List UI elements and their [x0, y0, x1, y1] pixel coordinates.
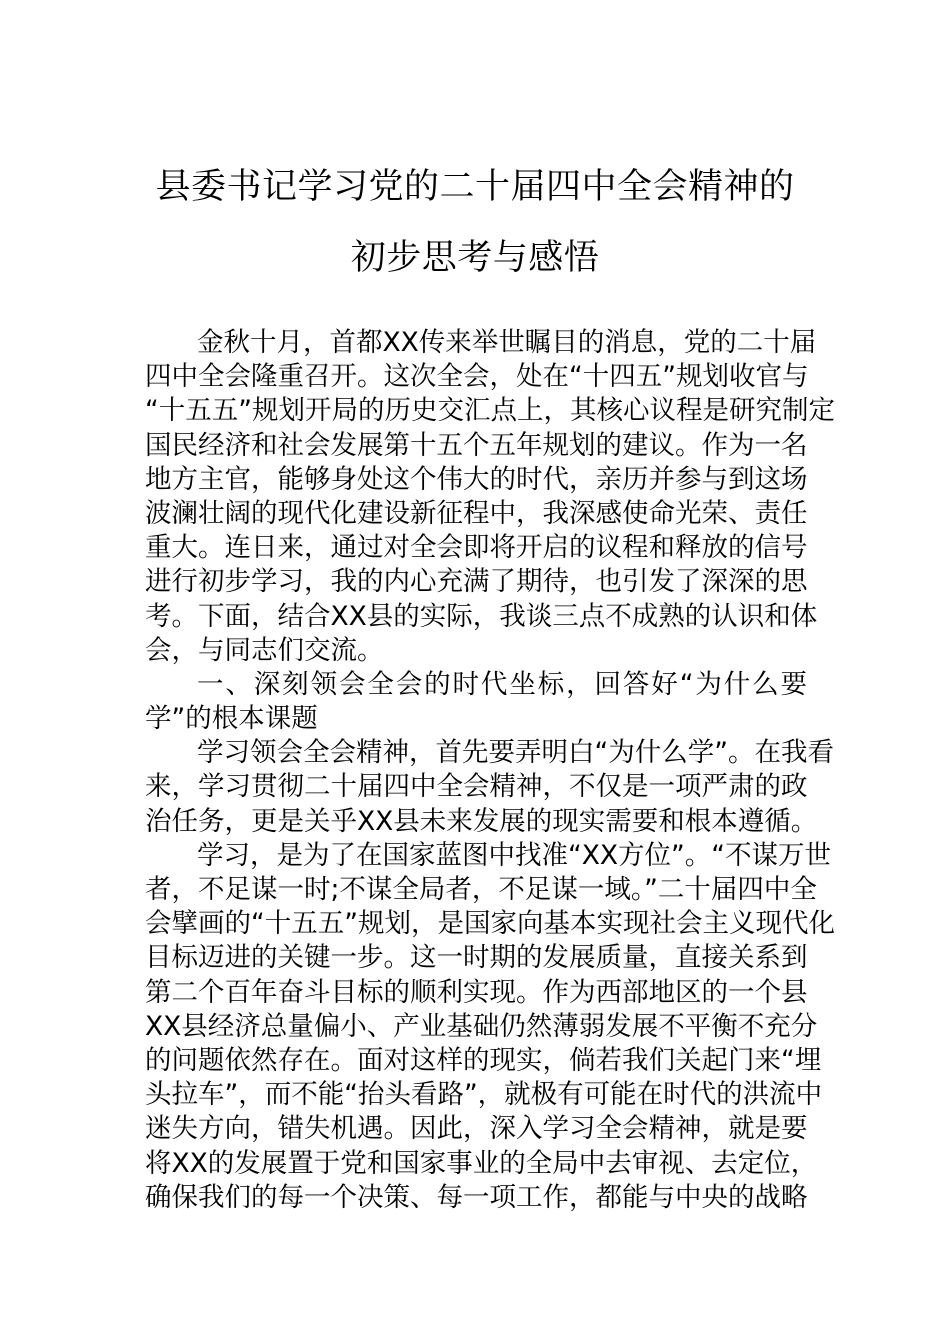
paragraph-line: 者，不足谋一时;不谋全局者，不足谋一域。”二十届四中全 [145, 874, 817, 905]
paragraph-line: 迷失方向，错失机遇。因此，深入学习全会精神，就是要 [145, 1113, 808, 1145]
paragraph-line: 波澜壮阔的现代化建设新征程中，我深感使命光荣、责任 [145, 497, 808, 529]
paragraph-line: 考。下面，结合XX县的实际，我谈三点不成熟的认识和体 [145, 600, 818, 632]
paragraph-line: 会，与同志们交流。 [145, 634, 384, 666]
paragraph-line: 四中全会隆重召开。这次全会，处在“十四五”规划收官与 [145, 361, 809, 393]
paragraph-line: 目标迈进的关键一步。这一时期的发展质量，直接关系到 [145, 942, 808, 974]
section-heading-line: 学”的根本课题 [145, 703, 318, 735]
paragraph-line: 会擘画的“十五五”规划，是国家向基本实现社会主义现代化 [145, 908, 835, 940]
paragraph-line: 来，学习贯彻二十届四中全会精神，不仅是一项严肃的政 [145, 771, 808, 803]
paragraph-line: “十五五”规划开局的历史交汇点上，其核心议程是研究制定 [145, 395, 835, 427]
paragraph-line: 将XX的发展置于党和国家事业的全局中去审视、去定位， [145, 1147, 818, 1179]
paragraph-line: 学习领会全会精神，首先要弄明白“为什么学”。在我看 [197, 737, 834, 769]
paragraph-line: 学习，是为了在国家蓝图中找准“XX方位”。“不谋万世 [197, 839, 831, 871]
paragraph-line: 的问题依然存在。面对这样的现实，倘若我们关起门来“埋 [145, 1044, 822, 1076]
paragraph-line: 进行初步学习，我的内心充满了期待，也引发了深深的思 [145, 566, 808, 598]
paragraph-line: XX县经济总量偏小、产业基础仍然薄弱发展不平衡不充分 [145, 1010, 818, 1042]
paragraph-line: 重大。连日来，通过对全会即将开启的议程和释放的信号 [145, 532, 808, 564]
document-title-line-2: 初步思考与感悟 [350, 238, 600, 278]
paragraph-line: 确保我们的每一个决策、每一项工作，都能与中央的战略 [145, 1181, 808, 1213]
paragraph-line: 治任务，更是关乎XX县未来发展的现实需要和根本遵循。 [145, 805, 818, 837]
paragraph-line: 地方主官，能够身处这个伟大的时代，亲历并参与到这场 [145, 463, 808, 495]
document-body [145, 326, 835, 1215]
paragraph-line: 头拉车”，而不能“抬头看路”，就极有可能在时代的洪流中 [145, 1079, 823, 1111]
section-heading-line: 一、深刻领会全会的时代坐标，回答好“为什么要 [197, 668, 807, 700]
paragraph-line: 金秋十月，首都XX传来举世瞩目的消息，党的二十届 [197, 327, 817, 358]
paragraph-line: 第二个百年奋斗目标的顺利实现。作为西部地区的一个县 [145, 976, 808, 1008]
paragraph-line: 国民经济和社会发展第十五个五年规划的建议。作为一名 [145, 429, 808, 461]
document-title-line-1: 县委书记学习党的二十届四中全会精神的 [155, 167, 795, 207]
